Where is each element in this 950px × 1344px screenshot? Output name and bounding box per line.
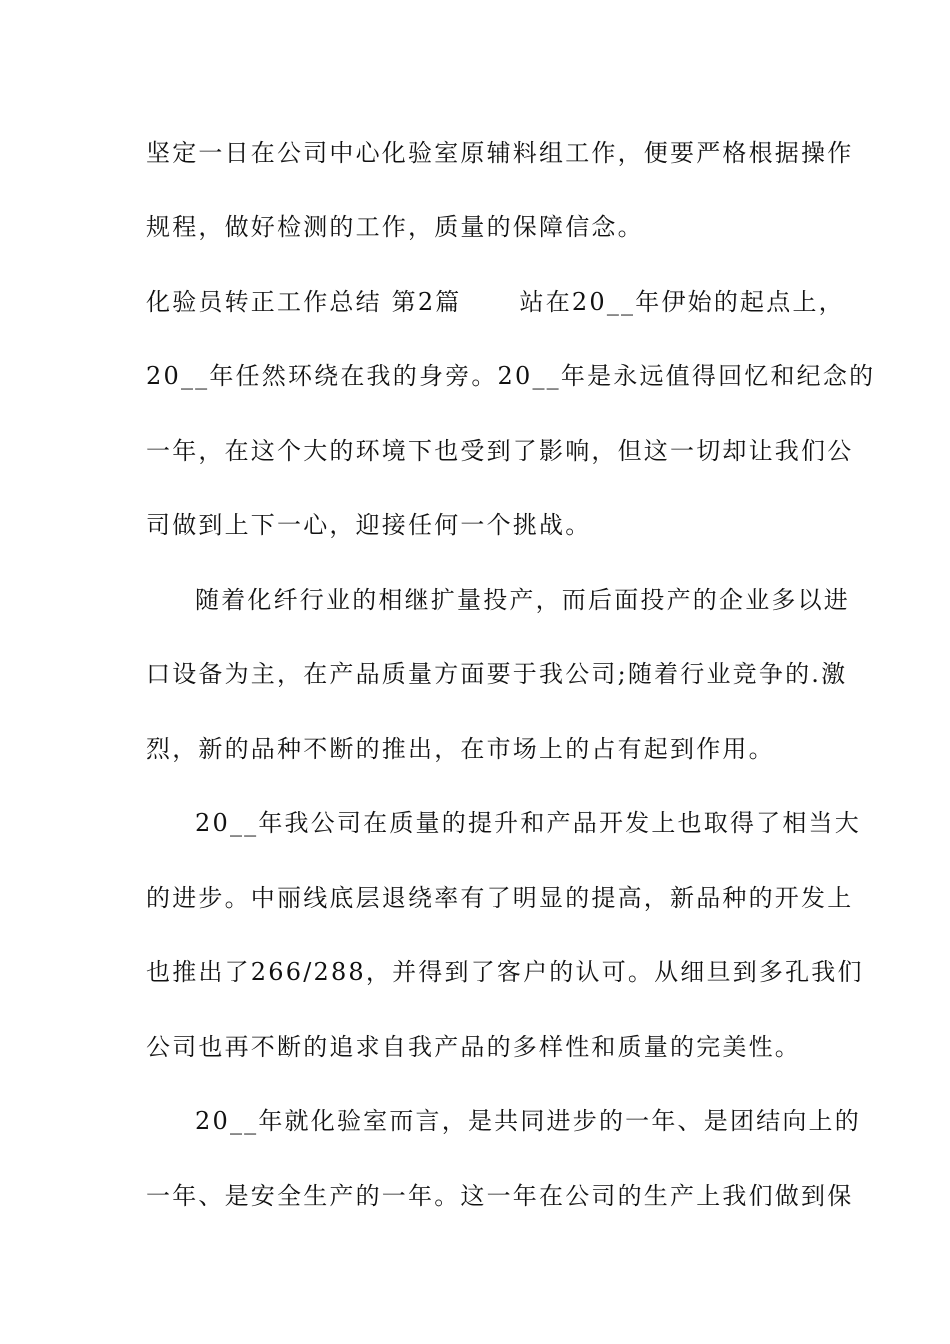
paragraph-3-line-2: 的进步。中丽线底层退绕率有了明显的提高，新品种的开发上 xyxy=(146,884,854,912)
paragraph-3-line-1: 20__年我公司在质量的提升和产品开发上也取得了相当大 xyxy=(195,809,861,837)
text-line-5: 一年，在这个大的环境下也受到了影响，但这一切却让我们公 xyxy=(146,437,854,465)
paragraph-4-line-2: 一年、是安全生产的一年。这一年在公司的生产上我们做到保 xyxy=(146,1182,854,1210)
text-line-3: 站在20__年伊始的起点上， xyxy=(519,288,845,316)
paragraph-4-line-1: 20__年就化验室而言，是共同进步的一年、是团结向上的 xyxy=(195,1107,861,1135)
text-line-1: 坚定一日在公司中心化验室原辅料组工作，便要严格根据操作 xyxy=(146,139,854,167)
paragraph-2-line-3: 烈，新的品种不断的推出，在市场上的占有起到作用。 xyxy=(146,735,775,763)
paragraph-2-line-1: 随着化纤行业的相继扩量投产，而后面投产的企业多以进 xyxy=(195,586,850,614)
paragraph-3-line-4: 公司也再不断的追求自我产品的多样性和质量的完美性。 xyxy=(146,1033,801,1061)
text-line-4: 20__年任然环绕在我的身旁。20__年是永远值得回忆和纪念的 xyxy=(146,362,876,390)
section-heading: 化验员转正工作总结 第2篇 xyxy=(146,288,462,316)
text-line-2: 规程，做好检测的工作，质量的保障信念。 xyxy=(146,213,644,241)
section-heading-line xyxy=(146,287,845,317)
text-line-6: 司做到上下一心，迎接任何一个挑战。 xyxy=(146,511,592,539)
paragraph-2-line-2: 口设备为主，在产品质量方面要于我公司;随着行业竞争的.激 xyxy=(146,660,848,688)
paragraph-3-line-3: 也推出了266/288，并得到了客户的认可。从细旦到多孔我们 xyxy=(146,958,864,986)
